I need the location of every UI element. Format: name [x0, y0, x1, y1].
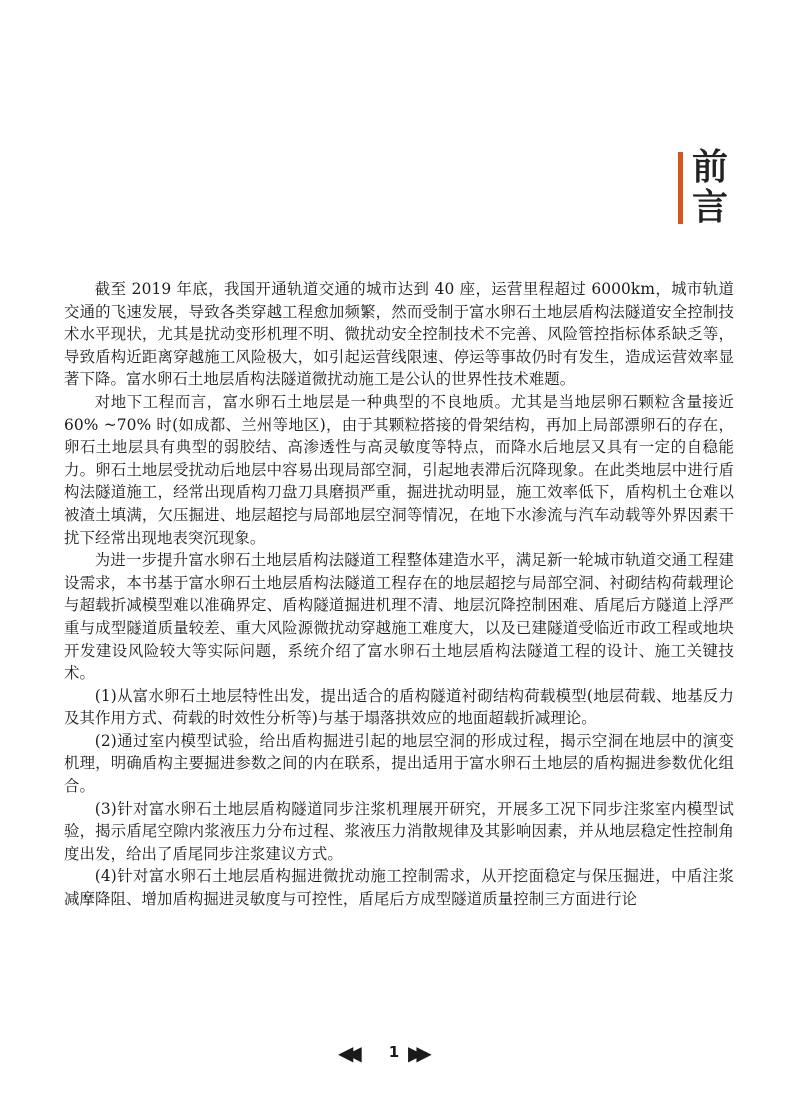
heading-char-1: 前	[691, 147, 728, 188]
paragraph-2: 对地下工程而言，富水卵石土地层是一种典型的不良地质。尤其是当地层卵石颗粒含量接近 60% ~70% 时(如成都、兰州等地区)，由于其颗粒搭接的骨架结构，再加上局部漂卵石的存在，卵石土地层具有典型的弱胶结、高渗透性与高灵敏度等特点，而降水后地层又具有一定的自稳能力。卵石土地层受扰动后地层中容易出现局部空洞，引起地表滞后沉降现象。在此类地层中进行盾构法隧道施工，经常出现盾构刀盘刀具磨损严重，掘进扰动明显，施工效率低下，盾构机土仓难以被渣土填满，欠压掘进、地层超挖与局部地层空洞等情况，在地下水渗流与汽车动载等外界因素干扰下经常出现地表突沉现象。	[64, 392, 734, 547]
paragraph-4: (1)从富水卵石土地层特性出发，提出适合的盾构隧道衬砌结构荷载模型(地层荷载、地基反力及其作用方式、荷载的时效性分析等)与基于塌落拱效应的地面超载折减理论。	[64, 686, 734, 728]
paragraph-7: (4)针对富水卵石土地层盾构掘进微扰动施工控制需求，从开挖面稳定与保压掘进，中盾注浆减摩降阻、增加盾构掘进灵敏度与可控性，盾尾后方成型隧道质量控制三方面进行论	[64, 867, 734, 909]
right-double-arrow-icon: ▶▶	[408, 1041, 425, 1065]
preface-body	[64, 278, 734, 911]
heading-title	[690, 148, 730, 228]
paragraph-1: 截至 2019 年底，我国开通轨道交通的城市达到 40 座，运营里程超过 6000km，城市轨道交通的飞速发展，导致各类穿越工程愈加频繁，然而受制于富水卵石土地层盾构法隧道安全控制技术水平现状，尤其是扰动变形机理不明、微扰动安全控制技术不完善、风险管控指标体系缺乏等，导致盾构近距离穿越施工风险极大，如引起运营线限速、停运等事故仍时有发生，造成运营效率显著下降。富水卵石土地层盾构法隧道微扰动施工是公认的世界性技术难题。	[64, 280, 734, 389]
left-double-arrow-icon: ◀◀	[338, 1041, 355, 1065]
paragraph-6: (3)针对富水卵石土地层盾构隧道同步注浆机理展开研究，开展多工况下同步注浆室内模型试验，揭示盾尾空隙内浆液压力分布过程、浆液压力消散规律及其影响因素，并从地层稳定性控制角度出发，给出了盾尾同步注浆建议方式。	[64, 799, 734, 863]
paragraph-3: 为进一步提升富水卵石土地层盾构法隧道工程整体建造水平，满足新一轮城市轨道交通工程建设需求，本书基于富水卵石土地层盾构法隧道工程存在的地层超挖与局部空洞、衬砌结构荷载理论与超载折减模型难以准确界定、盾构隧道掘进机理不清、地层沉降控制困难、盾尾后方隧道上浮严重与成型隧道质量较差、重大风险源微扰动穿越施工难度大，以及已建隧道受临近市政工程或地块开发建设风险较大等实际问题，系统介绍了富水卵石土地层盾构法隧道工程的设计、施工关键技术。	[64, 551, 734, 683]
page-footer	[0, 1036, 790, 1066]
heading-char-2: 言	[691, 187, 728, 228]
page-number: 1	[388, 1043, 400, 1061]
heading-accent-bar	[678, 152, 683, 224]
preface-heading	[678, 147, 740, 228]
paragraph-5: (2)通过室内模型试验，给出盾构掘进引起的地层空洞的形成过程，揭示空洞在地层中的演变机理，明确盾构主要掘进参数之间的内在联系，提出适用于富水卵石土地层的盾构掘进参数优化组合。	[64, 731, 734, 796]
